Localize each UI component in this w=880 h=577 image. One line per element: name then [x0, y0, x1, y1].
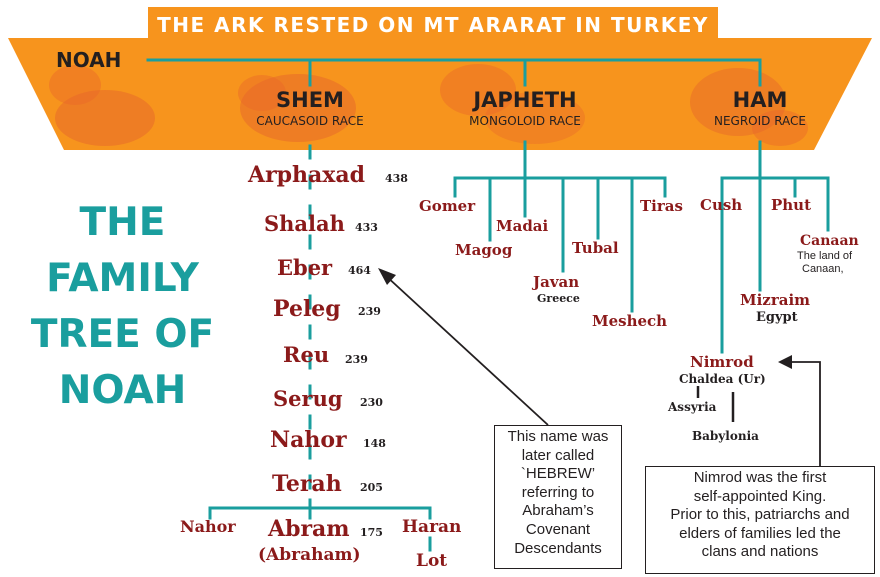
assyria-label: Assyria	[668, 400, 717, 414]
note-line: elders of families led the	[679, 524, 841, 542]
egypt-label: Egypt	[756, 310, 798, 325]
abram-age: 175	[360, 526, 383, 539]
haran-name: Haran	[402, 517, 462, 537]
note-line: Nimrod was the first	[693, 469, 827, 486]
mizraim-name: Mizraim	[740, 291, 811, 309]
nimrod-note-box	[645, 466, 875, 574]
abraham-name: (Abraham)	[258, 545, 361, 565]
nimrod-name: Nimrod	[690, 353, 754, 371]
terah-name: Terah	[272, 471, 342, 497]
serug-name: Serug	[273, 386, 343, 411]
note-line: later called	[521, 446, 595, 464]
greece-label: Greece	[537, 292, 580, 305]
son-race: MONGOLOID RACE	[469, 114, 581, 128]
son-japheth	[445, 88, 605, 128]
family-tree-title	[0, 195, 245, 419]
son-name: JAPHETH	[473, 88, 577, 112]
son-name: SHEM	[276, 88, 344, 112]
canaan-note-line: The land of	[797, 250, 853, 262]
note-line: self-appointed King.	[693, 487, 827, 505]
note-line: clans and nations	[701, 543, 819, 561]
javan-name: Javan	[533, 273, 580, 291]
title-line: TREE OF	[30, 312, 215, 357]
lot-name: Lot	[416, 551, 448, 571]
serug-age: 230	[360, 396, 383, 409]
nahor-elder-name: Nahor	[270, 427, 347, 453]
magog-name: Magog	[455, 241, 513, 259]
tiras-name: Tiras	[640, 197, 683, 215]
title-line: NOAH	[58, 368, 187, 413]
peleg-name: Peleg	[273, 296, 341, 322]
chaldea-label: Chaldea (Ur)	[679, 372, 766, 386]
note-line: This name was	[507, 428, 609, 445]
son-race: CAUCASOID RACE	[256, 114, 364, 128]
title-line: THE	[79, 200, 166, 245]
nahor-elder-age: 148	[363, 437, 386, 450]
hebrew-note-box	[494, 425, 622, 569]
gomer-name: Gomer	[419, 197, 476, 215]
note-line: Covenant	[525, 520, 591, 538]
canaan-name: Canaan	[800, 233, 859, 249]
nahor-son-name: Nahor	[180, 517, 236, 536]
noah-label: NOAH	[56, 48, 122, 72]
arphaxad-age: 438	[385, 172, 408, 185]
phut-name: Phut	[771, 196, 812, 214]
meshech-name: Meshech	[592, 312, 668, 330]
canaan-note-line: Canaan,	[802, 263, 844, 275]
note-line: Prior to this, patriarchs and	[670, 506, 850, 524]
peleg-age: 239	[358, 305, 381, 318]
banner-title: THE ARK RESTED ON MT ARARAT IN TURKEY	[148, 7, 718, 43]
shalah-age: 433	[355, 221, 378, 234]
shalah-name: Shalah	[264, 211, 345, 236]
note-line: Descendants	[514, 539, 602, 557]
babylonia-label: Babylonia	[692, 429, 759, 443]
son-shem	[240, 88, 380, 128]
tubal-name: Tubal	[572, 239, 619, 257]
son-race: NEGROID RACE	[713, 114, 807, 128]
abram-name: Abram	[268, 516, 350, 542]
eber-age: 464	[348, 264, 371, 277]
note-line: Abraham’s	[522, 502, 594, 520]
terah-age: 205	[360, 481, 383, 494]
madai-name: Madai	[496, 217, 549, 235]
title-line: FAMILY	[46, 256, 199, 301]
eber-name: Eber	[277, 255, 333, 280]
son-ham	[690, 88, 830, 128]
note-line: `HEBREW’	[520, 465, 596, 483]
note-line: referring to	[521, 483, 595, 501]
reu-age: 239	[345, 353, 368, 366]
arphaxad-name: Arphaxad	[248, 162, 366, 188]
son-name: HAM	[732, 88, 788, 112]
cush-name: Cush	[700, 196, 743, 214]
reu-name: Reu	[283, 342, 330, 367]
